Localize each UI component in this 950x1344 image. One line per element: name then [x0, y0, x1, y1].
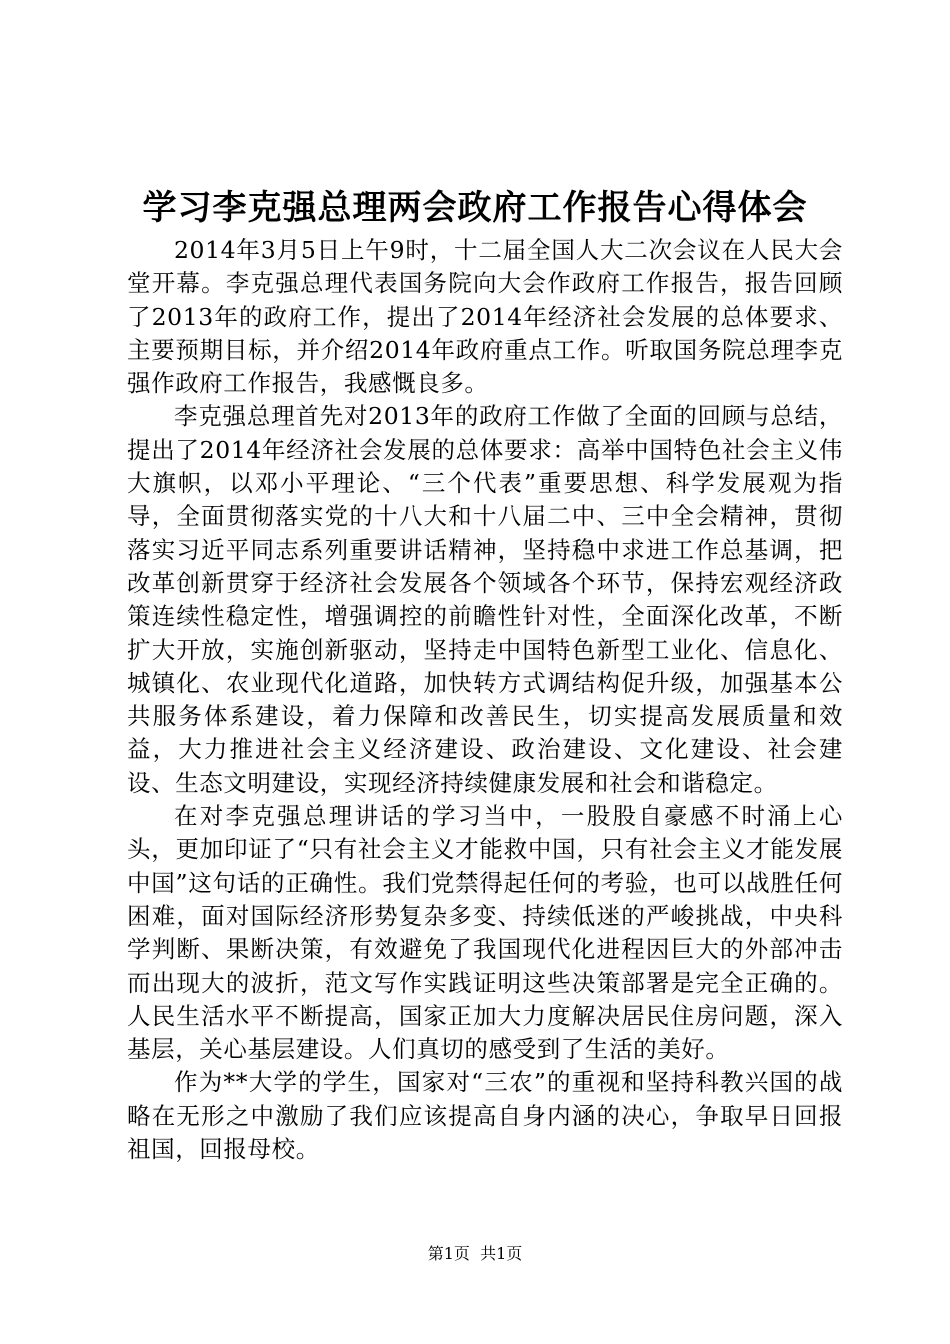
- page-number: 第1页: [427, 1244, 470, 1263]
- document-title: 学习李克强总理两会政府工作报告心得体会: [142, 188, 808, 228]
- paragraph-4: 作为**大学的学生，国家对“三农”的重视和坚持科教兴国的战略在无形之中激励了我们应该提高自身内涵的决心，争取早日回报祖国，回报母校。: [127, 1068, 843, 1164]
- page-total: 共1页: [480, 1244, 523, 1263]
- paragraph-1: 2014年3月5日上午9时，十二届全国人大二次会议在人民大会堂开幕。李克强总理代表国务院向大会作政府工作报告，报告回顾了2013年的政府工作，提出了2014年经济社会发展的总体要求、主要预期目标，并介绍2014年政府重点工作。听取国务院总理李克强作政府工作报告，我感慨良多。: [127, 236, 843, 398]
- page-footer: [0, 1243, 950, 1265]
- paragraph-3: 在对李克强总理讲话的学习当中，一股股自豪感不时涌上心头，更加印证了“只有社会主义才能救中国，只有社会主义才能发展中国”这句话的正确性。我们党禁得起任何的考验，也可以战胜任何困难，面对国际经济形势复杂多变、持续低迷的严峻挑战，中央科学判断、果断决策，有效避免了我国现代化进程因巨大的外部冲击而出现大的波折，范文写作实践证明这些决策部署是完全正确的。人民生活水平不断提高，国家正加大力度解决居民住房问题，深入基层，关心基层建设。人们真切的感受到了生活的美好。: [127, 802, 843, 1064]
- document-body: [127, 234, 843, 1166]
- paragraph-2: 李克强总理首先对2013年的政府工作做了全面的回顾与总结，提出了2014年经济社会发展的总体要求：高举中国特色社会主义伟大旗帜，以邓小平理论、“三个代表”重要思想、科学发展观为指导，全面贯彻落实党的十八大和十八届二中、三中全会精神，贯彻落实习近平同志系列重要讲话精神，坚持稳中求进工作总基调，把改革创新贯穿于经济社会发展各个领域各个环节，保持宏观经济政策连续性稳定性，增强调控的前瞻性针对性，全面深化改革，不断扩大开放，实施创新驱动，坚持走中国特色新型工业化、信息化、城镇化、农业现代化道路，加快转方式调结构促升级，加强基本公共服务体系建设，着力保障和改善民生，切实提高发展质量和效益，大力推进社会主义经济建设、政治建设、文化建设、社会建设、生态文明建设，实现经济持续健康发展和社会和谐稳定。: [127, 402, 843, 797]
